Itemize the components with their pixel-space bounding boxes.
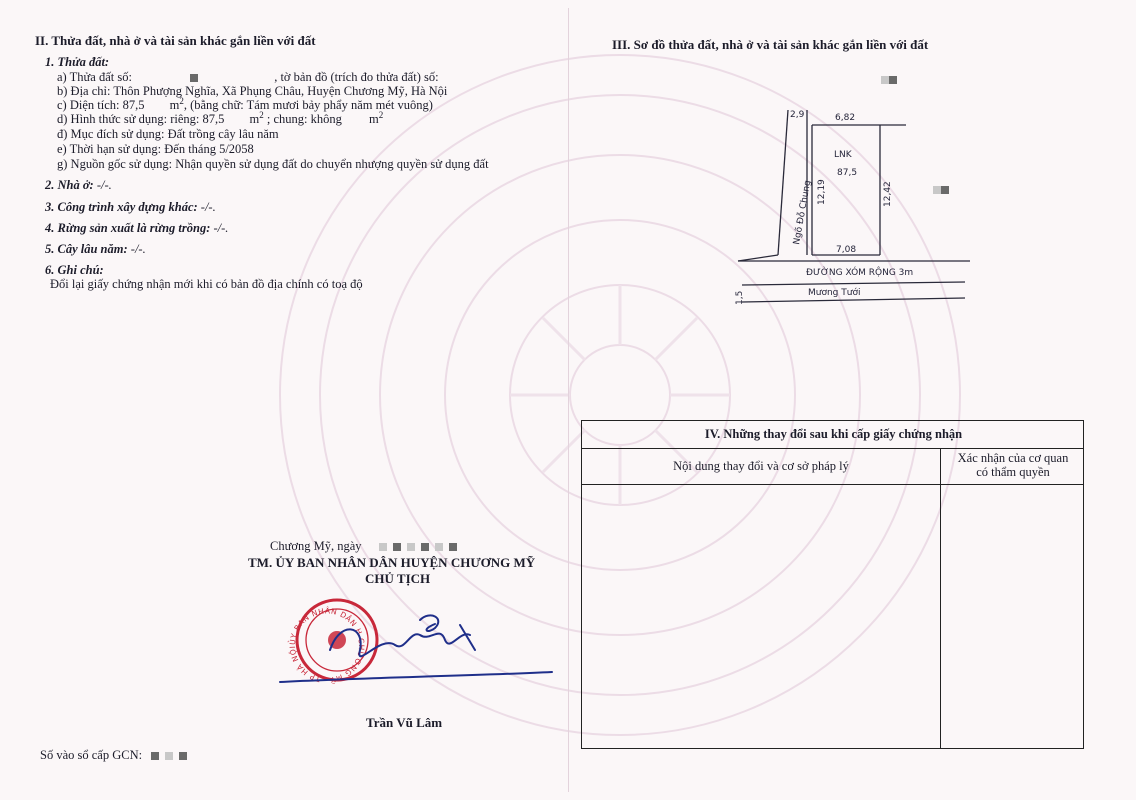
parcel-number-label: a) Thửa đất số: [57,70,132,84]
redacted-mark [889,76,897,84]
redacted-date-part [407,543,415,551]
item6-note: Đổi lại giấy chứng nhận mới khi có bản đồ địa chính có toạ độ [50,277,363,291]
item5 [45,242,146,257]
address-line: b) Địa chỉ: Thôn Phượng Nghĩa, Xã Phụng Châu, Huyện Chương Mỹ, Hà Nội [57,84,448,98]
canal-bottom [742,298,965,302]
parcel-sketch [700,95,990,315]
col1-header: Nội dung thay đổi và cơ sở pháp lý [673,459,849,473]
handwritten-signature [280,615,552,682]
item3 [45,200,216,215]
position-line: CHỦ TỊCH [365,571,431,586]
org-line: TM. ỦY BAN NHÂN DÂN HUYỆN CHƯƠNG MỸ [248,555,536,570]
area-unit: m [169,98,180,112]
usage-origin: g) Nguồn gốc sử dụng: Nhận quyền sử dụng đất do chuyển nhượng quyền sử dụng đất [57,157,489,171]
changes-table [581,420,1084,749]
redacted-date-part [435,543,443,551]
redacted-parcel-number [190,74,198,82]
private-unit: m [249,112,260,126]
alley-left-line [778,110,788,255]
alley-name-label: Ngõ Đỗ Chung [792,179,814,246]
changes-content-cell[interactable] [582,485,940,748]
redacted-registry-part [179,752,187,760]
authority-confirmation-cell[interactable] [942,485,1083,748]
redacted-date [379,543,387,551]
top-edge-label: 6,82 [835,113,856,123]
seal-text: ỦY BAN NHÂN DÂN H CHƯƠNG MỸ · TP HÀ NỘI [287,606,367,685]
item5-label: 5. Cây lâu năm: [45,242,128,256]
section3-title: III. Sơ đồ thửa đất, nhà ở và tài sản khác gắn liền với đất [612,37,929,52]
section4-title: IV. Những thay đổi sau khi cấp giấy chứng nhận [704,427,963,441]
shared-area: ; chung: không [266,112,342,126]
official-seal [287,600,377,685]
parcel-code-label: LNK [834,150,852,160]
item3-label: 3. Công trình xây dựng khác: [45,200,198,214]
redacted-registry-part [165,752,173,760]
item4-value: -/-. [210,221,229,235]
registry-line [40,748,190,763]
place-date-label: Chương Mỹ, ngày [270,539,362,553]
item5-value: -/-. [127,242,146,256]
shared-unit: m [368,112,379,126]
item3-value: -/-. [197,200,216,214]
road-label: ĐƯỜNG XÓM RỘNG 3m [806,268,914,278]
parcel-area-label: 87,5 [837,168,858,178]
signer-name: Trần Vũ Lâm [366,715,443,730]
item4-label: 4. Rừng sản xuất là rừng trồng: [45,221,211,235]
col2-header-line2: có thẩm quyền [976,465,1050,479]
canal-top [742,282,965,285]
area-line: c) Diện tích: 87,5 $m^2$, (bằng chữ: Tám mươi bảy phẩy năm mét vuông) [57,95,433,112]
col2-header-line1: Xác nhận của cơ quan [957,451,1069,465]
private-area: d) Hình thức sử dụng: riêng: 87,5 [57,112,225,126]
usage-purpose: đ) Mục đích sử dụng: Đất trồng cây lâu năm [57,127,279,141]
canal-width-label: 1,5 [735,290,745,305]
table-title-row [582,421,1083,449]
redacted-date-part [449,543,457,551]
usage-form-line: d) Hình thức sử dụng: riêng: 87,5 $m^2$ ; chung: không $m^2$ [57,109,384,126]
area-in-words: , (bằng chữ: Tám mươi bảy phẩy năm mét vuông) [183,98,433,112]
redacted-registry [151,752,159,760]
redacted-date-part [393,543,401,551]
right-edge-label: 12,42 [883,181,893,207]
redacted-mark [881,76,889,84]
item2-value: -/-. [93,178,112,192]
usage-term: e) Thời hạn sử dụng: Đến tháng 5/2058 [57,142,254,156]
left-edge-label: 12,19 [817,179,827,205]
section2-title: II. Thửa đất, nhà ở và tài sản khác gắn liền với đất [35,33,316,48]
item6-label: 6. Ghi chú: [45,263,104,277]
area-value: c) Diện tích: 87,5 [57,98,145,112]
bottom-edge-label: 7,08 [836,245,857,255]
item1-label: 1. Thửa đất: [45,55,110,69]
table-column-divider [940,448,941,748]
item2-label: 2. Nhà ở: [45,178,94,192]
canal-label: Mương Tưới [808,288,861,298]
registry-label: Số vào sổ cấp GCN: [40,748,143,762]
map-sheet-label: , tờ bản đồ (trích đo thửa đất) số: [274,70,439,84]
alley-corner [738,255,778,261]
redacted-date-part [421,543,429,551]
parcel-number-line [57,70,439,85]
alley-width-label: 2,9 [790,110,805,120]
seal-and-signature [270,590,570,710]
item2 [45,178,112,193]
table-header-row [582,448,1083,485]
item4 [45,221,228,236]
place-date [270,539,460,554]
